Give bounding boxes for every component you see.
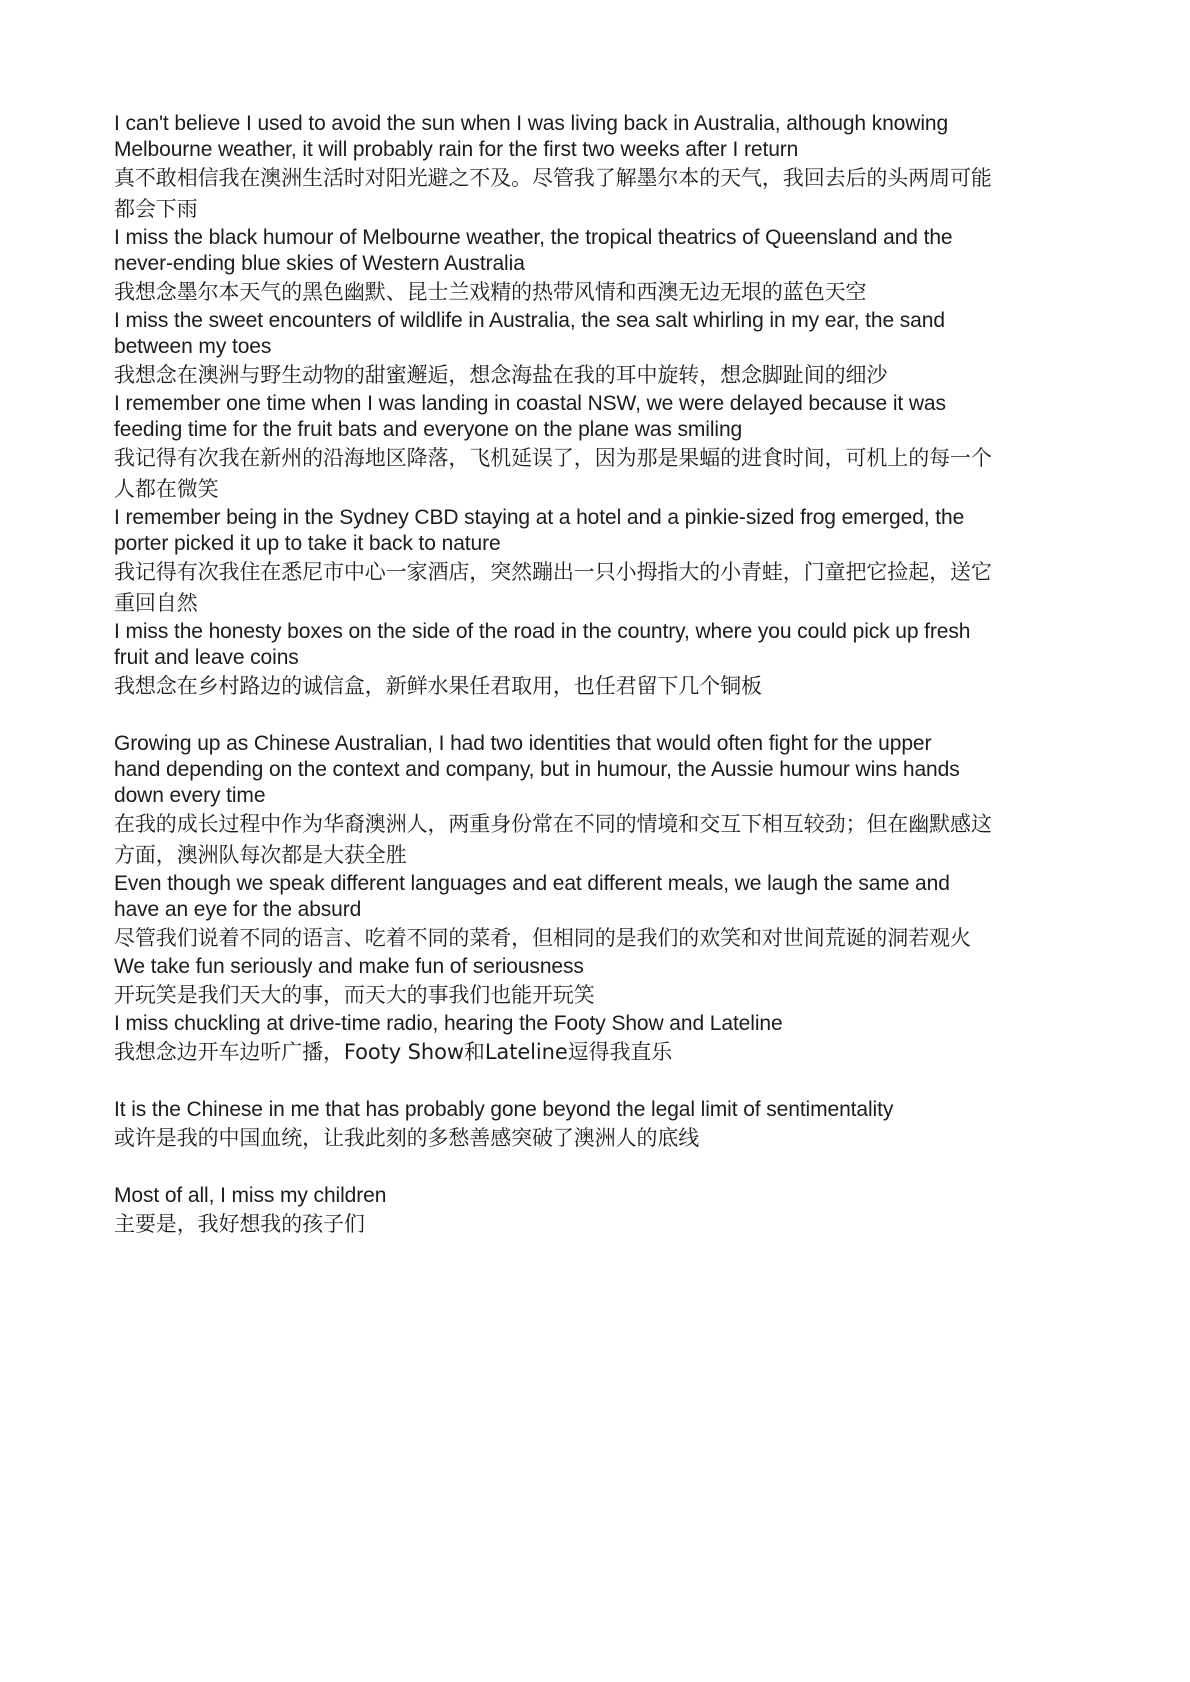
paragraph-zh-12 [114,1209,1089,1240]
text-line: It is the Chinese in me that has probably gone beyond the legal limit of sentimentality [114,1098,894,1121]
text-line: I remember being in the Sydney CBD staying at a hotel and a pinkie-sized frog emerged, the [114,506,965,529]
section-gap [114,1154,1089,1183]
text-line: 方面，澳洲队每次都是大获全胜 [114,843,407,867]
paragraph-en-8 [114,871,1089,923]
text-line: I can't believe I used to avoid the sun when I was living back in Australia, although knowing [114,112,949,135]
text-line: 我想念在乡村路边的诚信盒，新鲜水果任君取用，也任君留下几个铜板 [114,674,762,698]
paragraph-en-4 [114,391,1089,443]
text-line: I miss the black humour of Melbourne weather, the tropical theatrics of Queensland and the [114,226,953,249]
section-gap [114,702,1089,731]
text-line: Melbourne weather, it will probably rain for the first two weeks after I return [114,138,799,161]
paragraph-zh-1 [114,163,1089,225]
text-line: between my toes [114,335,272,358]
paragraph-en-7 [114,731,1089,809]
paragraph-en-1 [114,111,1089,163]
text-line: 都会下雨 [114,197,198,221]
text-line: Most of all, I miss my children [114,1184,387,1207]
text-line: I miss the honesty boxes on the side of the road in the country, where you could pick up fresh [114,620,971,643]
paragraph-zh-4 [114,443,1089,505]
paragraph-en-9 [114,954,1089,980]
text-line: 我记得有次我住在悉尼市中心一家酒店，突然蹦出一只小拇指大的小青蛙，门童把它捡起，送它 [114,560,992,584]
paragraph-en-12 [114,1183,1089,1209]
text-line: 主要是，我好想我的孩子们 [114,1212,365,1236]
paragraph-zh-8 [114,923,1089,954]
paragraph-zh-6 [114,671,1089,702]
text-line: down every time [114,784,266,807]
text-line: Even though we speak different languages and eat different meals, we laugh the same and [114,872,950,895]
paragraph-zh-7 [114,809,1089,871]
paragraph-zh-9 [114,980,1089,1011]
section-gap [114,1068,1089,1097]
text-line: 我想念在澳洲与野生动物的甜蜜邂逅，想念海盐在我的耳中旋转，想念脚趾间的细沙 [114,363,888,387]
paragraph-zh-10 [114,1037,1089,1068]
text-line: We take fun seriously and make fun of seriousness [114,955,584,978]
paragraph-en-3 [114,308,1089,360]
text-line: I miss chuckling at drive-time radio, hearing the Footy Show and Lateline [114,1012,783,1035]
text-line: fruit and leave coins [114,646,299,669]
paragraph-en-6 [114,619,1089,671]
text-line: never-ending blue skies of Western Australia [114,252,525,275]
text-line: I miss the sweet encounters of wildlife in Australia, the sea salt whirling in my ear, the sand [114,309,945,332]
paragraph-en-5 [114,505,1089,557]
paragraph-zh-3 [114,360,1089,391]
text-line: hand depending on the context and company, but in humour, the Aussie humour wins hands [114,758,960,781]
paragraph-zh-5 [114,557,1089,619]
text-line: 真不敢相信我在澳洲生活时对阳光避之不及。尽管我了解墨尔本的天气，我回去后的头两周可能 [114,166,992,190]
text-line: 我想念墨尔本天气的黑色幽默、昆士兰戏精的热带风情和西澳无边无垠的蓝色天空 [114,280,867,304]
text-line: feeding time for the fruit bats and everyone on the plane was smiling [114,418,743,441]
text-line: 尽管我们说着不同的语言、吃着不同的菜肴，但相同的是我们的欢笑和对世间荒诞的洞若观火 [114,926,971,950]
text-line: 开玩笑是我们天大的事，而天大的事我们也能开玩笑 [114,983,595,1007]
text-line: 人都在微笑 [114,477,219,501]
text-line: 我想念边开车边听广播，Footy Show和Lateline逗得我直乐 [114,1040,673,1064]
document-body [114,111,1089,1240]
text-line: I remember one time when I was landing in coastal NSW, we were delayed because it was [114,392,946,415]
text-line: 或许是我的中国血统，让我此刻的多愁善感突破了澳洲人的底线 [114,1126,700,1150]
text-line: have an eye for the absurd [114,898,362,921]
paragraph-zh-11 [114,1123,1089,1154]
paragraph-en-11 [114,1097,1089,1123]
text-line: porter picked it up to take it back to nature [114,532,501,555]
text-line: 我记得有次我在新州的沿海地区降落，飞机延误了，因为那是果蝠的进食时间，可机上的每一个 [114,446,992,470]
text-line: 在我的成长过程中作为华裔澳洲人，两重身份常在不同的情境和交互下相互较劲；但在幽默感这 [114,812,992,836]
text-line: Growing up as Chinese Australian, I had two identities that would often fight for the upper [114,732,932,755]
paragraph-en-10 [114,1011,1089,1037]
paragraph-en-2 [114,225,1089,277]
text-line: 重回自然 [114,591,198,615]
paragraph-zh-2 [114,277,1089,308]
